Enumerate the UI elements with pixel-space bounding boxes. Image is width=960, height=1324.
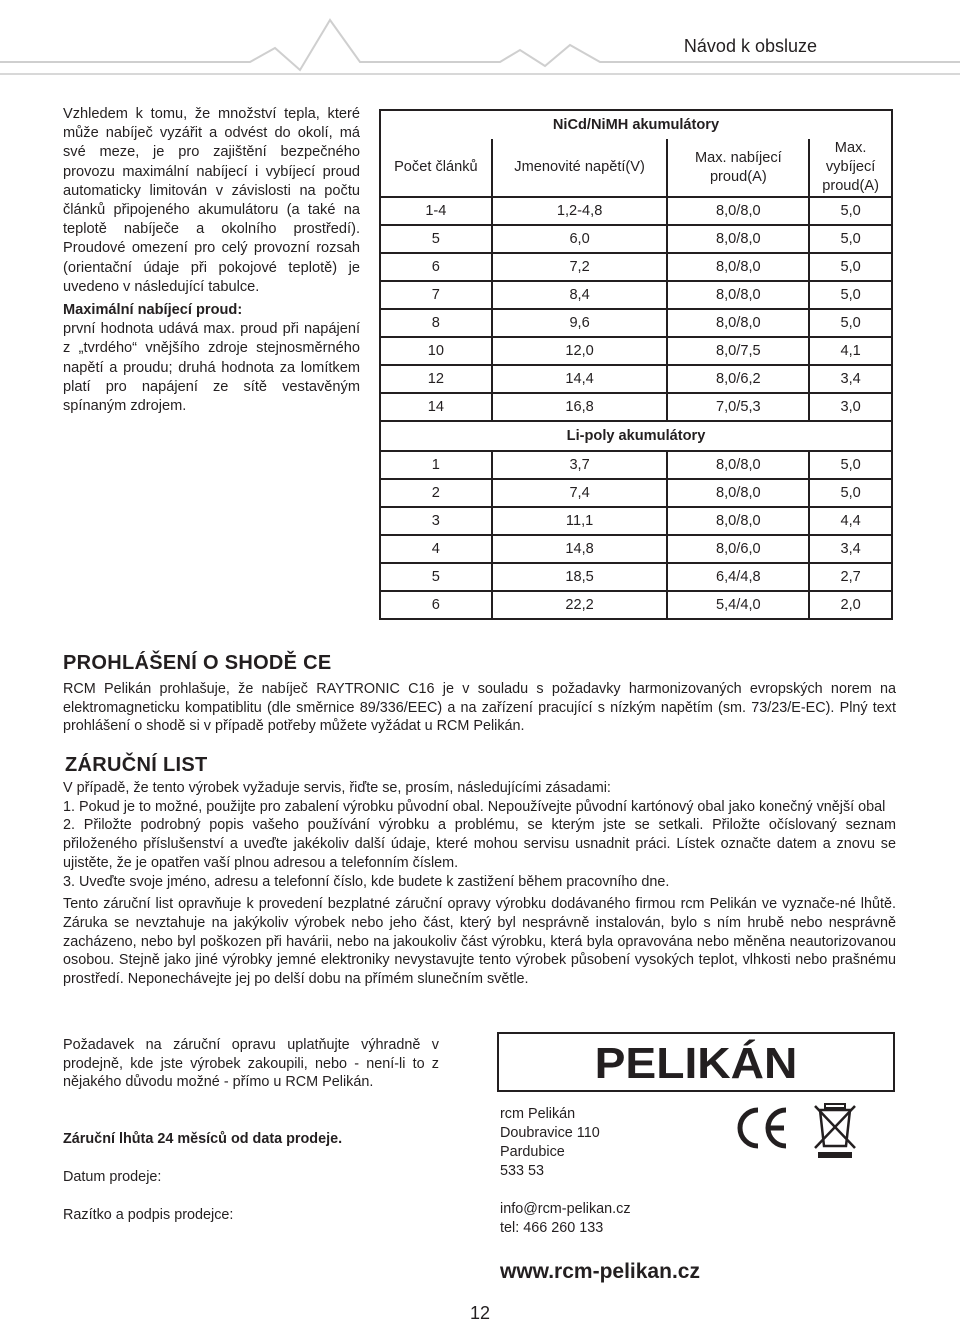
- cell-charge: 8,0/6,0: [667, 535, 809, 563]
- cell-count: 5: [380, 563, 492, 591]
- cell-count: 7: [380, 281, 492, 309]
- cell-charge: 8,0/8,0: [667, 281, 809, 309]
- address-line: 533 53: [500, 1163, 545, 1179]
- section-nicd-nimh: NiCd/NiMH akumulátory: [380, 110, 892, 139]
- cell-count: 1: [380, 451, 492, 479]
- cell-discharge: 5,0: [809, 479, 892, 507]
- max-current-heading: Maximální nabíjecí proud:: [63, 302, 243, 319]
- company-contact: [500, 1200, 631, 1238]
- warranty-item-2: 2. Přiložte podrobný popis vašeho používání výrobku a problému, se kterým jste se setkali. Přiložte očíslovaný seznam přiloženého příslušenství a uveďte jakékoliv další údaje, které mohou servisu usnadnit práci. Lístek označte datem a znovu se ujistěte, že je opatřen vaší plnou adresou a telefonním číslem.: [63, 817, 896, 871]
- manual-title: Návod k obsluze: [683, 36, 817, 56]
- cell-charge: 8,0/8,0: [667, 479, 809, 507]
- cell-count: 6: [380, 253, 492, 281]
- cell-charge: 8,0/8,0: [667, 197, 809, 225]
- cell-count: 6: [380, 591, 492, 619]
- cell-count: 8: [380, 309, 492, 337]
- table-row: [380, 479, 892, 507]
- cell-count: 5: [380, 225, 492, 253]
- cell-charge: 8,0/8,0: [667, 507, 809, 535]
- table-row: [380, 309, 892, 337]
- table-row: [380, 197, 892, 225]
- declaration-heading: PROHLÁŠENÍ O SHODĚ CE: [63, 652, 332, 674]
- cell-voltage: 14,4: [492, 365, 668, 393]
- pelikan-logo-wordmark: [499, 1034, 893, 1090]
- svg-text:PELIKÁN: PELIKÁN: [594, 1038, 798, 1088]
- cell-voltage: 14,8: [492, 535, 668, 563]
- table-row: [380, 365, 892, 393]
- cell-count: 14: [380, 393, 492, 421]
- table-row: [380, 281, 892, 309]
- cell-discharge: 5,0: [809, 197, 892, 225]
- company-address: [500, 1105, 600, 1181]
- email-link[interactable]: info@rcm-pelikan.cz: [500, 1201, 631, 1217]
- column-header-voltage: Jmenovité napětí(V): [492, 139, 668, 197]
- cell-count: 1-4: [380, 197, 492, 225]
- cell-discharge: 4,4: [809, 507, 892, 535]
- warranty-terms: Tento záruční list opravňuje k provedení bezplatné záruční opravy výrobku dodávaného firmou rcm Pelikán ve vyznače-né lhůtě. Záruka se nevztahuje na jakýkoliv výrobek nebo jeho část, který byl nesprávně instalován, bylo s ním hrubě nebo nesprávně zacházeno, nebo byl poškozen při havárii, nebo na jakoukoliv část výrobku, která byla opravována nebo měněna neautorizovanou osobou. Stejně jako jiné výrobky jemné elektroniky nevystavujte tento výrobek působení vysokých teplot, vlhkosti nebo prašnému prostředí. Neponechávejte jej po delší dobu na přímém slunečním světle.: [63, 896, 896, 988]
- cell-discharge: 5,0: [809, 281, 892, 309]
- cell-charge: 8,0/8,0: [667, 309, 809, 337]
- ce-mark-icon: [734, 1106, 790, 1150]
- table-row: [380, 535, 892, 563]
- intro-section: [63, 105, 360, 416]
- cell-count: 12: [380, 365, 492, 393]
- warranty-intro: V případě, že tento výrobek vyžaduje servis, řiďte se, prosím, následujícími zásadami:: [63, 780, 611, 796]
- column-header-charge: Max. nabíjecí proud(A): [667, 139, 809, 197]
- address-line: Doubravice 110: [500, 1125, 600, 1141]
- cell-discharge: 3,0: [809, 393, 892, 421]
- cell-count: 4: [380, 535, 492, 563]
- table-row: [380, 337, 892, 365]
- warranty-item-3: 3. Uveďte svoje jméno, adresu a telefonní číslo, kde budete k zastižení během pracovního dne.: [63, 873, 670, 890]
- cell-voltage: 22,2: [492, 591, 668, 619]
- cell-charge: 5,4/4,0: [667, 591, 809, 619]
- max-current-text: první hodnota udává max. proud při napájení z „tvrdého“ vnějšího zdroje stejnosměrného napětí a proudu; druhá hodnota za lomítkem platí pro napájení ze sítě vestavěným spínaným zdrojem.: [63, 321, 360, 415]
- cell-count: 2: [380, 479, 492, 507]
- cell-charge: 8,0/6,2: [667, 365, 809, 393]
- table-row: [380, 563, 892, 591]
- sale-date-label: Datum prodeje:: [63, 1169, 162, 1185]
- stamp-signature-label: Razítko a podpis prodejce:: [63, 1207, 234, 1223]
- cell-count: 3: [380, 507, 492, 535]
- cell-voltage: 11,1: [492, 507, 668, 535]
- table-row: [380, 591, 892, 619]
- cell-discharge: 5,0: [809, 451, 892, 479]
- warranty-period: Záruční lhůta 24 měsíců od data prodeje.: [63, 1131, 343, 1147]
- cell-voltage: 18,5: [492, 563, 668, 591]
- cell-voltage: 12,0: [492, 337, 668, 365]
- declaration-text: RCM Pelikán prohlašuje, že nabíječ RAYTRONIC C16 je v souladu s požadavky harmonizovaných evropských norem na elektromagneticku kompatiblitu (dle směrnice 89/336/EEC) a na zařízení pracující s nízkým napětím (sm. 73/23/E-EC). Plný text prohlášení o shodě si v případě potřeby můžete vyžádat u RCM Pelikán.: [63, 681, 896, 735]
- address-line: Pardubice: [500, 1144, 565, 1160]
- cell-voltage: 7,4: [492, 479, 668, 507]
- page-number: 12: [470, 1303, 491, 1323]
- cell-voltage: 3,7: [492, 451, 668, 479]
- website-link[interactable]: www.rcm-pelikan.cz: [500, 1260, 700, 1283]
- cell-voltage: 8,4: [492, 281, 668, 309]
- cell-voltage: 9,6: [492, 309, 668, 337]
- cell-charge: 8,0/7,5: [667, 337, 809, 365]
- warranty-heading: ZÁRUČNÍ LIST: [65, 754, 208, 776]
- cell-voltage: 6,0: [492, 225, 668, 253]
- cell-discharge: 2,7: [809, 563, 892, 591]
- warranty-section: [63, 779, 896, 989]
- cell-charge: 8,0/8,0: [667, 225, 809, 253]
- table-row: [380, 393, 892, 421]
- claim-text: Požadavek na záruční opravu uplatňujte výhradně v prodejně, kde jste výrobek zakoupili, nebo - není-li to z nějakého důvodu možné - přímo u RCM Pelikán.: [63, 1037, 439, 1091]
- cell-charge: 8,0/8,0: [667, 451, 809, 479]
- cell-count: 10: [380, 337, 492, 365]
- cell-discharge: 3,4: [809, 365, 892, 393]
- cell-voltage: 7,2: [492, 253, 668, 281]
- cell-charge: 7,0/5,3: [667, 393, 809, 421]
- intro-paragraph: Vzhledem k tomu, že množství tepla, které může nabíječ vyzářit a odvést do okolí, má své meze, je pro zajištění bezpečného provozu maximální nabíjecí i vybíjecí proud automaticky limitován v závislosti na počtu článků připojeného akumulátoru (a také na teplotě nabíječe a okolního prostředí). Proudové omezení pro celý provozní rozsah (orientační údaje při pokojové teplotě) je uvedeno v následující tabulce.: [63, 106, 360, 295]
- crossed-bin-icon: [810, 1100, 860, 1160]
- cell-voltage: 16,8: [492, 393, 668, 421]
- cell-discharge: 5,0: [809, 225, 892, 253]
- column-header-discharge: Max. vybíjecí proud(A): [809, 139, 892, 197]
- table-row: [380, 451, 892, 479]
- phone-number: tel: 466 260 133: [500, 1220, 604, 1236]
- section-li-poly: Li-poly akumulátory: [380, 421, 892, 451]
- cell-charge: 6,4/4,8: [667, 563, 809, 591]
- cell-discharge: 2,0: [809, 591, 892, 619]
- pelikan-logo: [497, 1032, 895, 1092]
- cell-voltage: 1,2-4,8: [492, 197, 668, 225]
- cell-discharge: 3,4: [809, 535, 892, 563]
- column-header-cells: Počet článků: [380, 139, 492, 197]
- warranty-item-1: 1. Pokud je to možné, použijte pro zabalení výrobku původní obal. Nepoužívejte původní kartónový obal jako konečný vnější obal: [63, 798, 886, 815]
- cell-discharge: 5,0: [809, 253, 892, 281]
- cell-discharge: 4,1: [809, 337, 892, 365]
- table-row: [380, 253, 892, 281]
- address-line: rcm Pelikán: [500, 1106, 576, 1122]
- cell-discharge: 5,0: [809, 309, 892, 337]
- cell-charge: 8,0/8,0: [667, 253, 809, 281]
- current-limit-table: [379, 109, 893, 620]
- table-row: [380, 225, 892, 253]
- table-row: [380, 507, 892, 535]
